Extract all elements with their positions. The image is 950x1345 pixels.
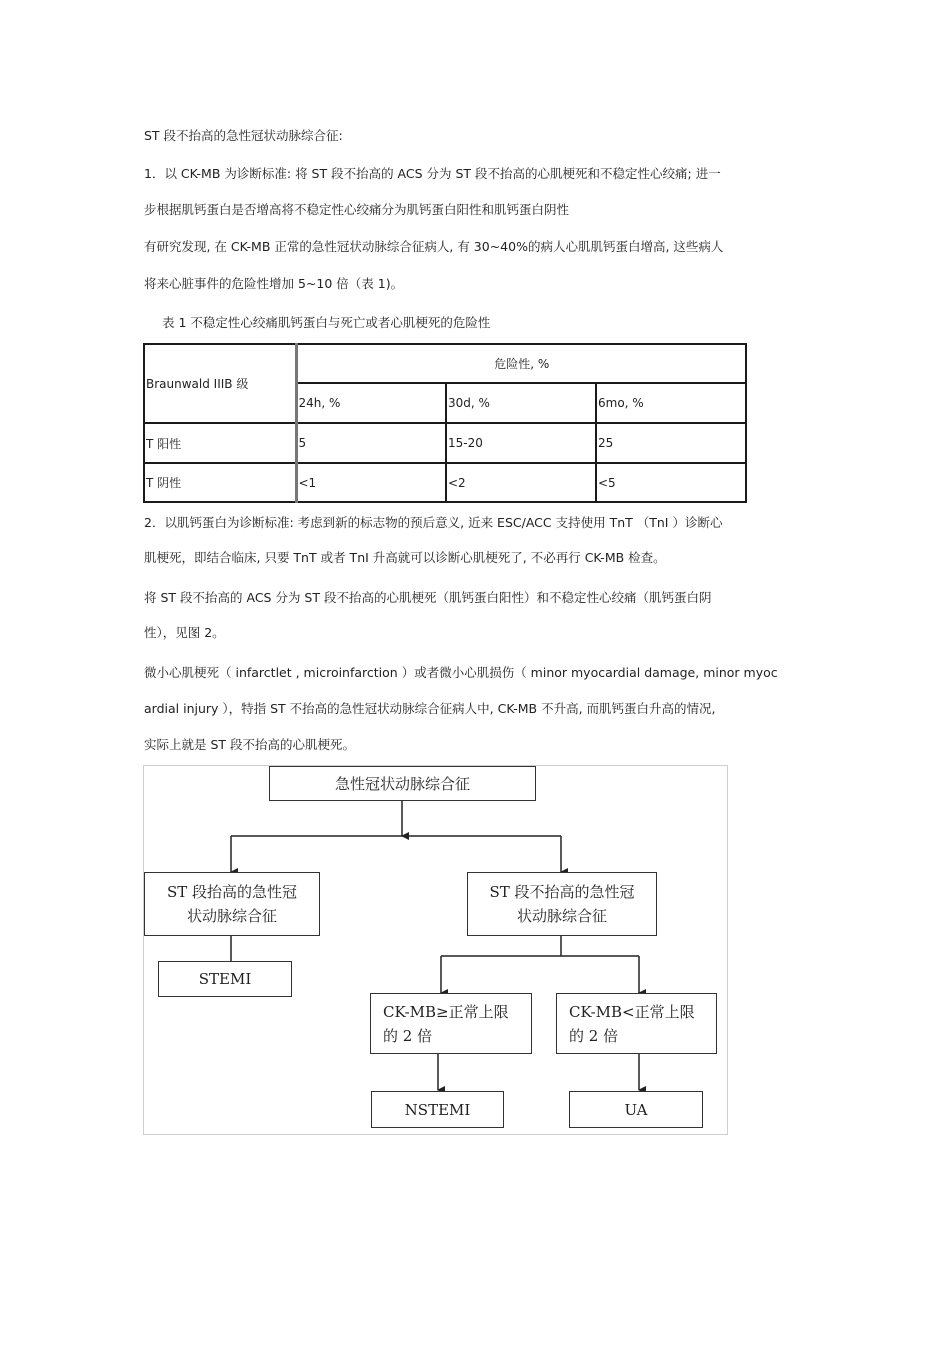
table-cell: <5	[596, 463, 746, 502]
risk-table	[143, 343, 747, 503]
paragraph-4-line-2: 性），见图 2。	[144, 625, 225, 640]
ua-node: UA	[569, 1091, 703, 1128]
table-row-label: T 阴性	[144, 463, 296, 502]
table-caption: 表 1 不稳定性心绞痛肌钙蛋白与死亡或者心肌梗死的危险性	[162, 315, 491, 330]
ck-mb-high-node: CK-MB≥正常上限 的 2 倍	[370, 993, 532, 1054]
paragraph-5-line-3: 实际上就是 ST 段不抬高的心肌梗死。	[144, 737, 356, 752]
table-cell: 15-20	[446, 423, 596, 463]
table-cell: <2	[446, 463, 596, 502]
table-cell: 5	[296, 423, 446, 463]
paragraph-5-line-2: ardial injury ），特指 ST 不抬高的急性冠状动脉综合征病人中, CK-MB 不升高, 而肌钙蛋白升高的情况,	[144, 701, 716, 716]
root-node: 急性冠状动脉综合征	[269, 766, 536, 801]
table-column-header: 24h, %	[296, 383, 446, 423]
acs-flowchart	[143, 765, 728, 1135]
nstemi-node: NSTEMI	[371, 1091, 504, 1128]
ck-mb-low-node: CK-MB<正常上限 的 2 倍	[556, 993, 717, 1054]
table-column-header: 6mo, %	[596, 383, 746, 423]
table-group-header: 危险性, %	[296, 344, 746, 383]
table-column-header: 30d, %	[446, 383, 596, 423]
table-row	[144, 463, 746, 502]
paragraph-3-line-2: 肌梗死，即结合临床, 只要 TnT 或者 TnI 升高就可以诊断心肌梗死了, 不必再行 CK-MB 检查。	[144, 550, 666, 565]
paragraph-1-line-2: 步根据肌钙蛋白是否增高将不稳定性心绞痛分为肌钙蛋白阳性和肌钙蛋白阴性	[144, 202, 570, 217]
st-elevation-acs-node: ST 段抬高的急性冠 状动脉综合征	[144, 872, 320, 936]
paragraph-2-line-2: 将来心脏事件的危险性增加 5~10 倍（表 1)。	[144, 276, 404, 291]
paragraph-3-line-1: 2．以肌钙蛋白为诊断标准: 考虑到新的标志物的预后意义, 近来 ESC/ACC 支持使用 TnT （TnI ）诊断心	[144, 515, 723, 530]
paragraph-4-line-1: 将 ST 段不抬高的 ACS 分为 ST 段不抬高的心肌梗死（肌钙蛋白阳性）和不稳定性心绞痛（肌钙蛋白阴	[144, 590, 712, 605]
paragraph-1-line-1: 1．以 CK-MB 为诊断标准: 将 ST 段不抬高的 ACS 分为 ST 段不抬高的心肌梗死和不稳定性心绞痛; 进一	[144, 166, 721, 181]
table-cell: 25	[596, 423, 746, 463]
table-row	[144, 423, 746, 463]
table-cell: <1	[296, 463, 446, 502]
stemi-node: STEMI	[158, 961, 292, 997]
table-row-label: T 阳性	[144, 423, 296, 463]
paragraph-5-line-1: 微小心肌梗死（ infarctlet , microinfarction ）或者微小心肌损伤（ minor myocardial damage, minor myoc	[144, 665, 778, 680]
non-st-elevation-acs-node: ST 段不抬高的急性冠 状动脉综合征	[467, 872, 657, 936]
paragraph-2-line-1: 有研究发现, 在 CK-MB 正常的急性冠状动脉综合征病人, 有 30~40%的病人心肌肌钙蛋白增高, 这些病人	[144, 239, 724, 254]
table-row-header: Braunwald IIIB 级	[144, 344, 296, 423]
flowchart-connectors	[144, 766, 729, 1136]
section-heading: ST 段不抬高的急性冠状动脉综合征:	[144, 128, 343, 143]
